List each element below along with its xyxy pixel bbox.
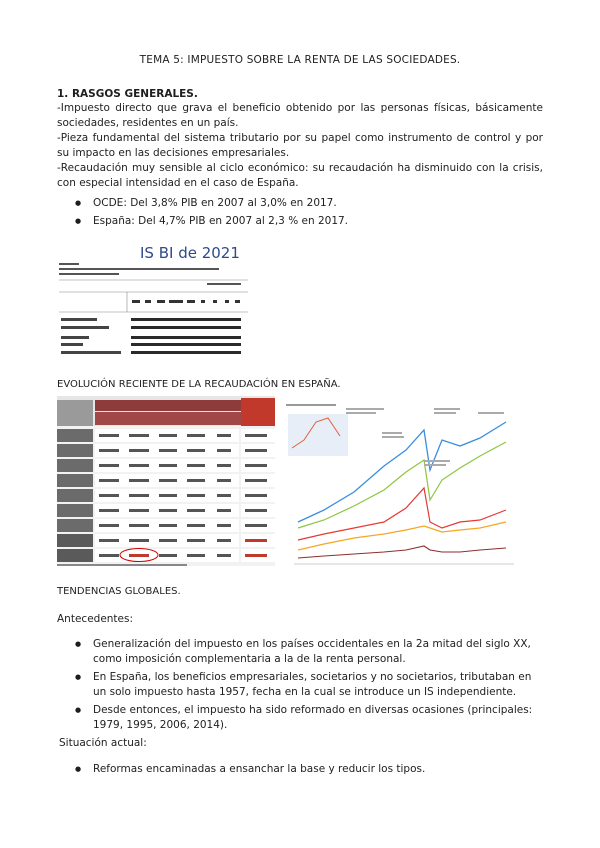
recaudacion-table-image xyxy=(57,396,275,566)
tendencias-heading: TENDENCIAS GLOBALES. xyxy=(57,586,181,597)
isbi-table-graphic xyxy=(57,240,248,359)
antecedentes-label: Antecedentes: xyxy=(57,613,134,625)
list-item: ● En España, los beneficios empresariales, societarios y no societarios, tributaban en un solo impuesto hasta 1957, fecha en la cual se introduce un IS independiente. xyxy=(74,670,544,700)
isbi-table-image xyxy=(57,240,248,359)
list-item: ● Generalización del impuesto en los países occidentales en la 2a mitad del siglo XX, como imposición complementaria a la de la renta personal. xyxy=(74,637,544,667)
page-title: TEMA 5: IMPUESTO SOBRE LA RENTA DE LAS SOCIEDADES. xyxy=(139,54,461,66)
evolucion-line-chart-image xyxy=(284,400,522,568)
recaudacion-table-graphic xyxy=(57,396,275,566)
paragraph-3: -Recaudación muy sensible al ciclo económico: su recaudación ha disminuido con la crisis, con especial intensidad en el caso de España. xyxy=(57,162,543,189)
paragraph-2: -Pieza fundamental del sistema tributario por su papel como instrumento de control y por su impacto en las decisiones empresariales. xyxy=(57,132,543,159)
evolucion-heading: EVOLUCIÓN RECIENTE DE LA RECAUDACIÓN EN ESPAÑA. xyxy=(57,379,341,390)
list-item: ● OCDE: Del 3,8% PIB en 2007 al 3,0% en 2017. xyxy=(74,196,544,211)
list-item: ● Reformas encaminadas a ensanchar la base y reducir los tipos. xyxy=(74,762,544,777)
situacion-list xyxy=(74,762,544,777)
isbi-image-title: IS BI de 2021 xyxy=(140,244,240,262)
list-item: ● Desde entonces, el impuesto ha sido reformado en diversas ocasiones (principales: 1979, 1995, 2006, 2014). xyxy=(74,703,544,733)
situacion-label: Situación actual: xyxy=(59,737,147,749)
list-item: ● España: Del 4,7% PIB en 2007 al 2,3 % en 2017. xyxy=(74,214,544,229)
evolucion-chart-graphic xyxy=(284,400,522,568)
paragraph-1: -Impuesto directo que grava el beneficio obtenido por las personas físicas, básicamente sociedades, residentes en un país. xyxy=(57,102,543,129)
section-heading-rasgos: 1. RASGOS GENERALES. xyxy=(57,88,198,100)
antecedentes-list xyxy=(74,637,544,733)
stats-list xyxy=(74,196,544,229)
